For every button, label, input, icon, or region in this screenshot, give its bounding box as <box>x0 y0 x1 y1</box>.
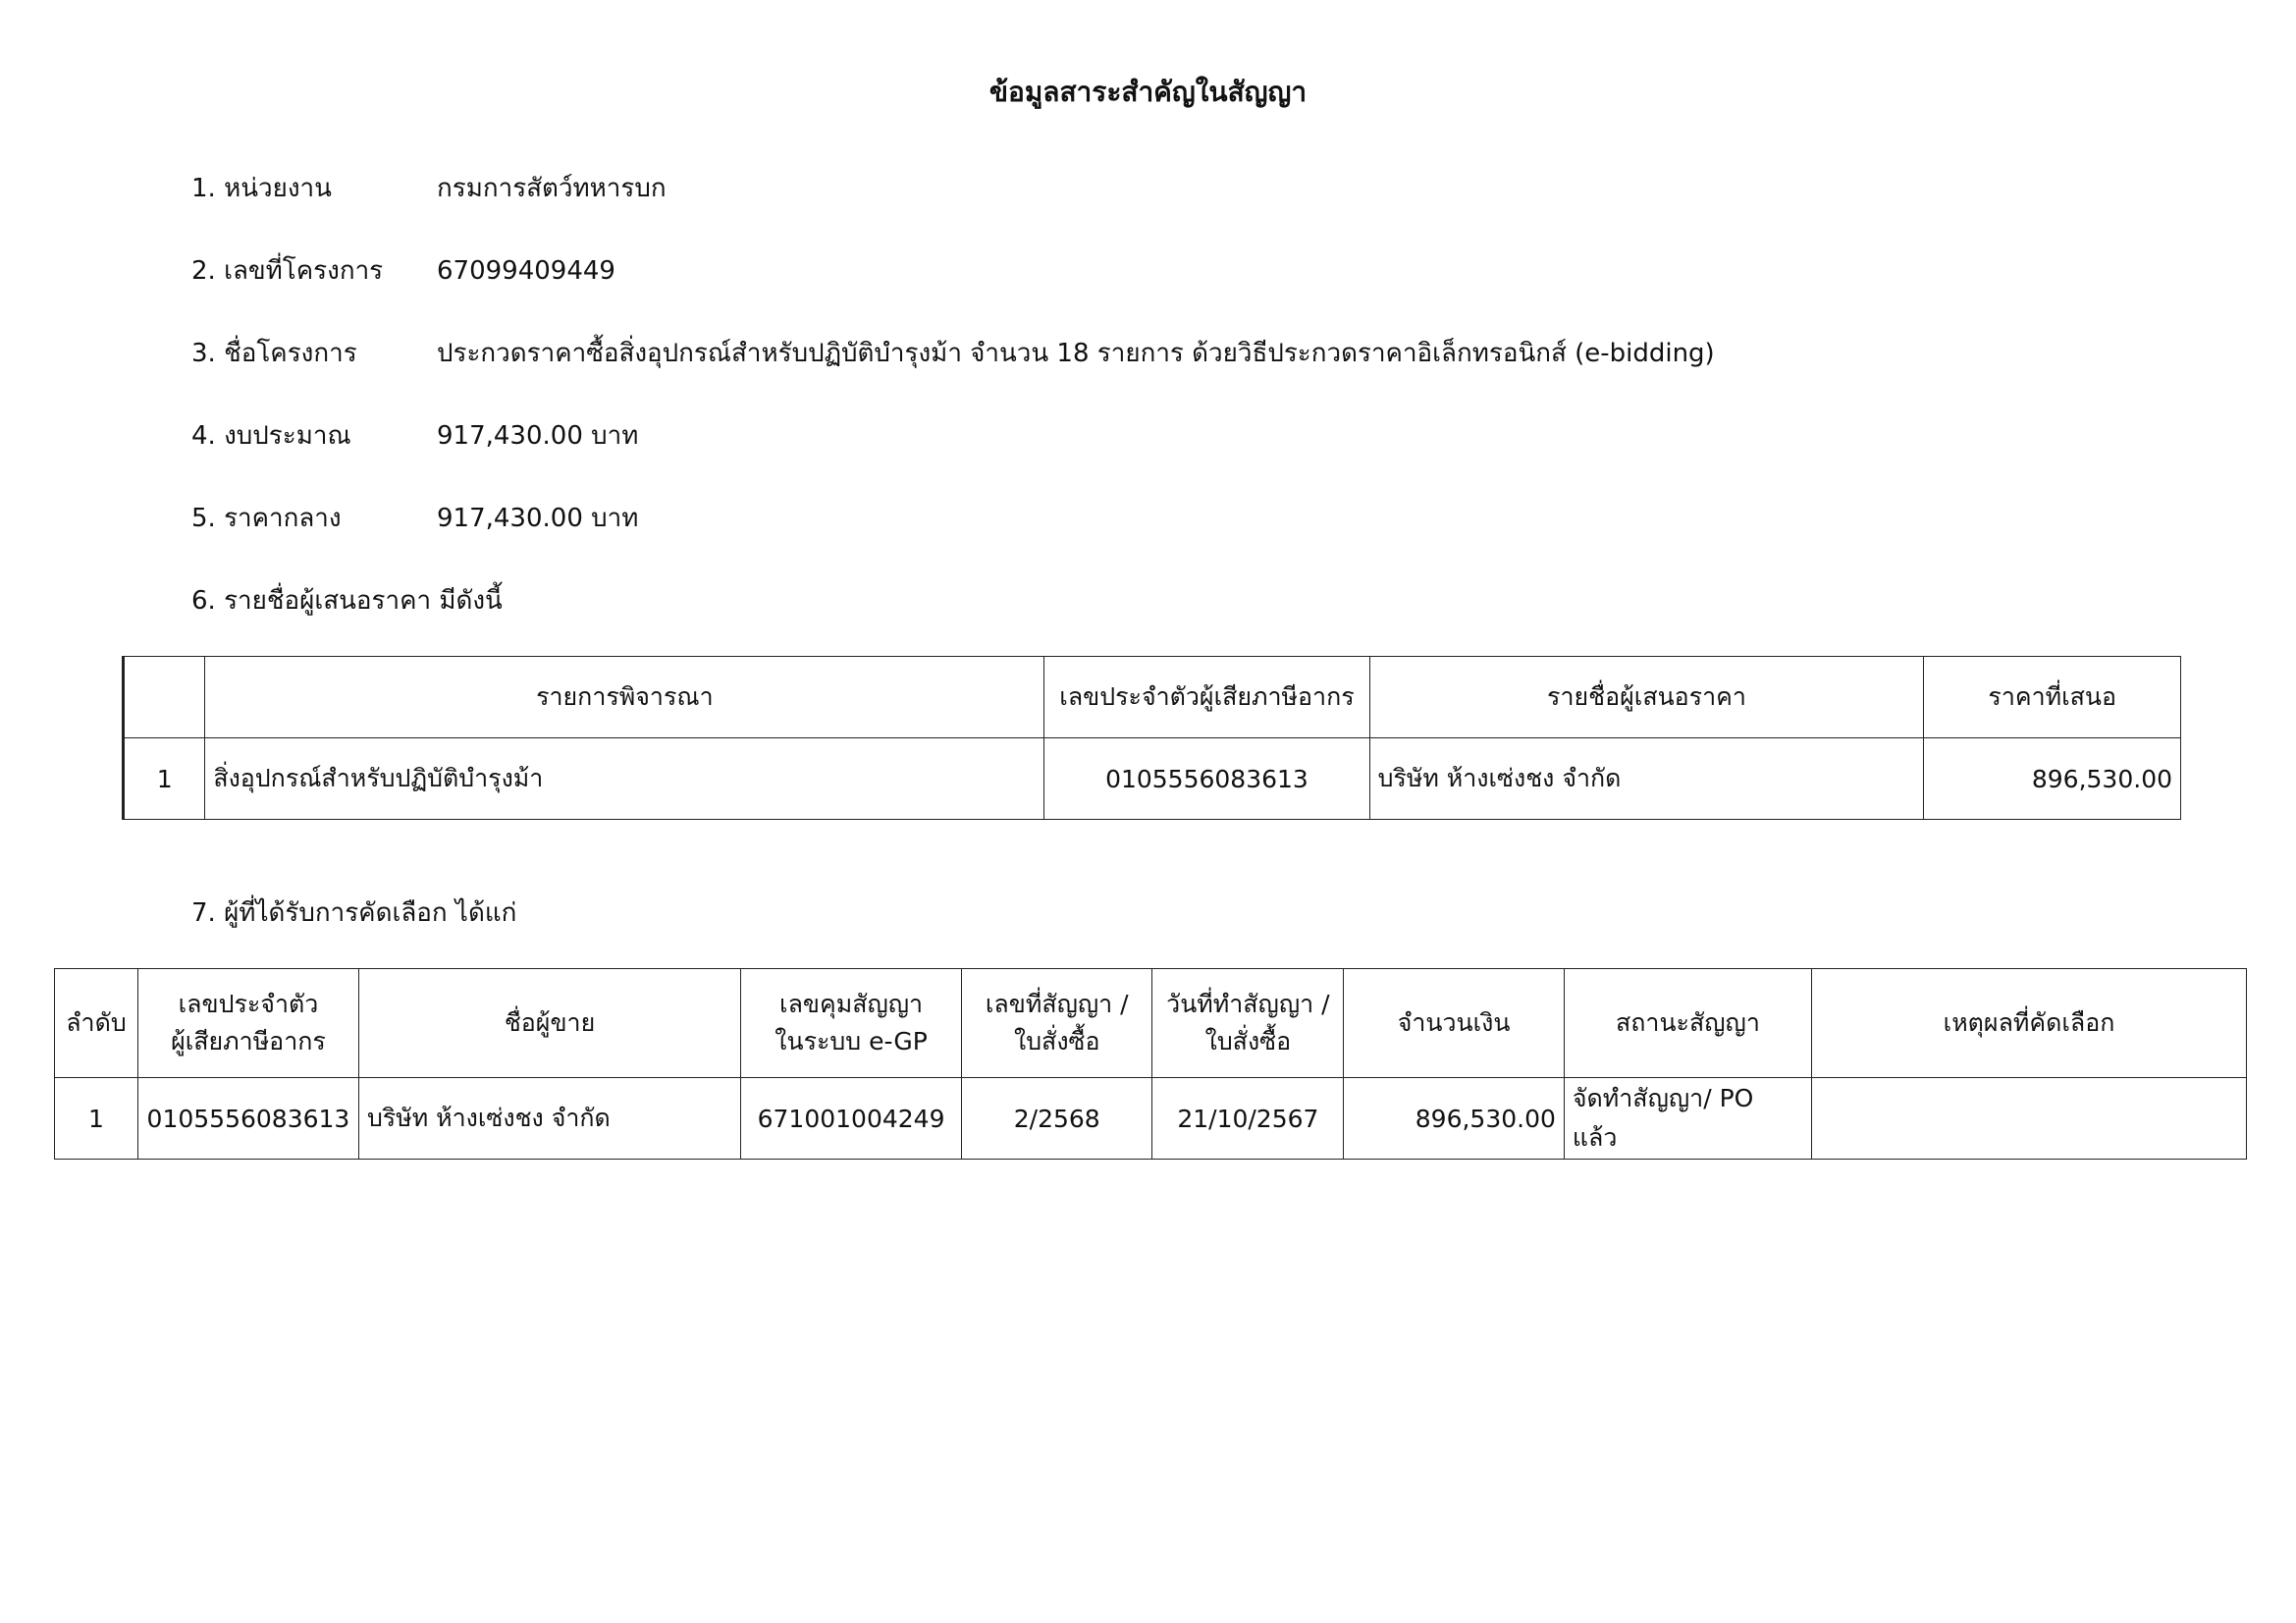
contract-number-cell: 2/2568 <box>962 1078 1152 1160</box>
header-cell: รายชื่อผู้เสนอราคา <box>1369 657 1924 738</box>
header-cell: สถานะสัญญา <box>1564 969 1811 1078</box>
header-cell: เลขประจำตัว ผู้เสียภาษีอากร <box>137 969 358 1078</box>
reason-cell <box>1812 1078 2247 1160</box>
row-number: 1 <box>124 738 205 820</box>
document-title: ข้อมูลสาระสำคัญในสัญญา <box>988 76 1308 108</box>
header-cell: จำนวนเงิน <box>1344 969 1565 1078</box>
field-value: 917,430.00 บาท <box>437 421 639 451</box>
header-cell: เลขประจำตัวผู้เสียภาษีอากร <box>1044 657 1369 738</box>
bidder-cell: บริษัท ห้างเซ่งชง จำกัด <box>1369 738 1924 820</box>
header-cell: วันที่ทำสัญญา / ใบสั่งซื้อ <box>1152 969 1344 1078</box>
field-value: ประกวดราคาซื้อสิ่งอุปกรณ์สำหรับปฏิบัติบำรุงม้า จำนวน 18 รายการ ด้วยวิธีประกวดราคาอิเล็กทรอนิกส์ (e-bidding) <box>437 339 1715 368</box>
item-cell: สิ่งอุปกรณ์สำหรับปฏิบัติบำรุงม้า <box>205 738 1044 820</box>
header-cell <box>124 657 205 738</box>
header-cell: รายการพิจารณา <box>205 657 1044 738</box>
table-header-row <box>55 969 2247 1078</box>
field-label: 3. ชื่อโครงการ <box>191 339 357 368</box>
row-number: 1 <box>55 1078 138 1160</box>
tax-id-cell: 0105556083613 <box>1044 738 1369 820</box>
field-agency <box>191 171 667 206</box>
field-label: 5. ราคากลาง <box>191 504 342 533</box>
seller-cell: บริษัท ห้างเซ่งชง จำกัด <box>358 1078 740 1160</box>
section7-heading: 7. ผู้ที่ได้รับการคัดเลือก ได้แก่ <box>191 898 517 928</box>
tax-id-cell: 0105556083613 <box>137 1078 358 1160</box>
field-label: 2. เลขที่โครงการ <box>191 256 384 286</box>
header-cell: เลขที่สัญญา / ใบสั่งซื้อ <box>962 969 1152 1078</box>
field-budget <box>191 418 638 454</box>
status-cell: จัดทำสัญญา/ PO แล้ว <box>1564 1078 1811 1160</box>
field-project-number <box>191 253 615 289</box>
header-cell: ลำดับ <box>55 969 138 1078</box>
header-cell: ราคาที่เสนอ <box>1924 657 2181 738</box>
table-row <box>124 738 2181 820</box>
table-row <box>55 1078 2247 1160</box>
header-cell: เหตุผลที่คัดเลือก <box>1812 969 2247 1078</box>
egp-number-cell: 671001004249 <box>741 1078 962 1160</box>
header-cell: เลขคุมสัญญา ในระบบ e-GP <box>741 969 962 1078</box>
price-cell: 896,530.00 <box>1924 738 2181 820</box>
amount-cell: 896,530.00 <box>1344 1078 1565 1160</box>
field-label: 4. งบประมาณ <box>191 421 351 451</box>
field-label: 1. หน่วยงาน <box>191 174 332 203</box>
field-project-name <box>191 336 1715 371</box>
field-value: กรมการสัตว์ทหารบก <box>437 174 667 203</box>
contract-date-cell: 21/10/2567 <box>1152 1078 1344 1160</box>
field-value: 67099409449 <box>437 256 615 286</box>
table-header-row <box>124 657 2181 738</box>
field-value: 917,430.00 บาท <box>437 504 639 533</box>
field-median-price <box>191 501 638 536</box>
header-cell: ชื่อผู้ขาย <box>358 969 740 1078</box>
section6-heading: 6. รายชื่อผู้เสนอราคา มีดังนี้ <box>191 586 503 616</box>
winners-table <box>54 968 2247 1160</box>
bidders-table <box>122 656 2181 820</box>
